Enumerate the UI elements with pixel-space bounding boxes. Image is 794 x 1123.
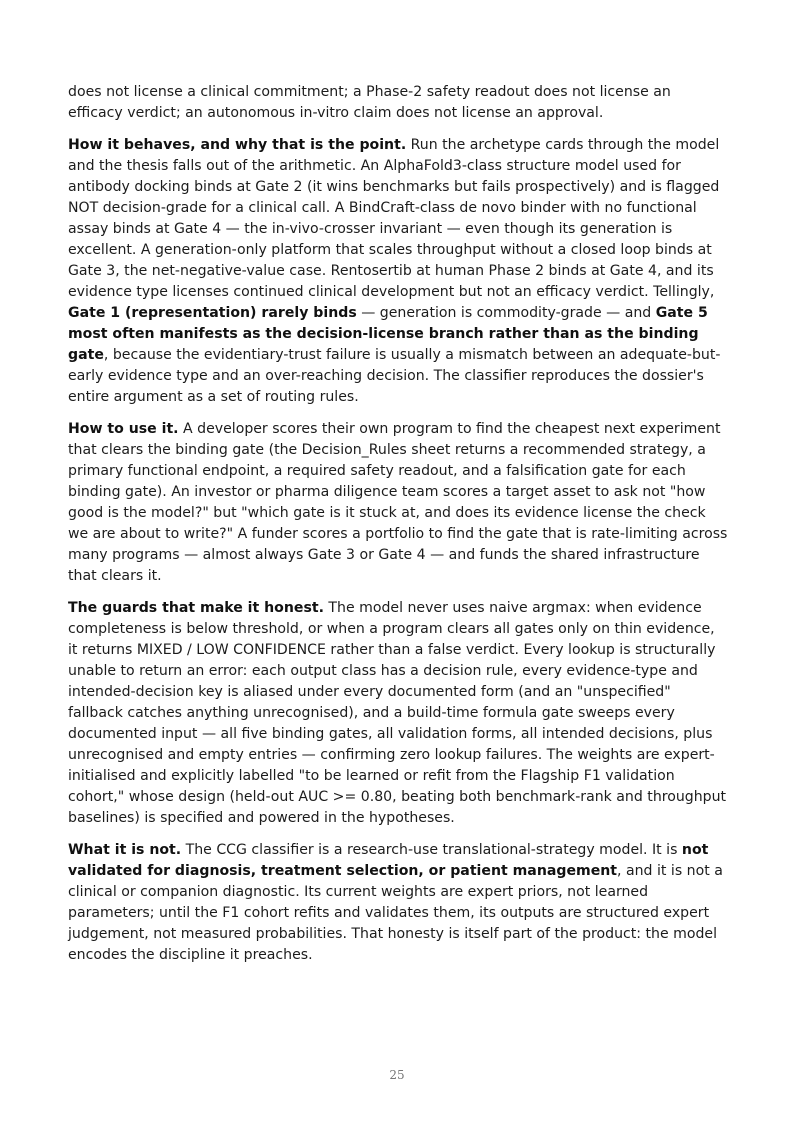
paragraph-heading: The guards that make it honest.: [68, 600, 324, 616]
paragraph-text: A developer scores their own program to find the cheapest next experiment that clears the binding gate (the Decision_Rules sheet returns a recommended strategy, a primary functional endpoint, a required safety readout, and a falsification gate for each binding gate). An investor or pharma diligence team scores a target asset to ask not "how good is the model?" but "which gate is it stuck at, and does its evidence license the check we are about to write?" A funder scores a portfolio to find the gate that is rate-limiting across many programs — almost always Gate 3 or Gate 4 — and funds the shared infrastructure that clears it.: [68, 421, 728, 584]
paragraph-how-to-use: [68, 419, 728, 587]
paragraph-what-it-is-not: [68, 840, 728, 966]
paragraph-text: — generation is commodity-grade — and: [356, 305, 656, 321]
paragraph-heading: How it behaves, and why that is the point.: [68, 137, 407, 153]
paragraph-text: , and it is not a clinical or companion diagnostic. Its current weights are expert priors, not learned parameters; until the F1 cohort refits and validates them, its outputs are structured expert judgement, not measured probabilities. That honesty is itself part of the product: the model encodes the discipline it preaches.: [68, 863, 723, 963]
paragraph-text: The CCG classifier is a research-use translational-strategy model. It is: [181, 842, 682, 858]
page-body: [68, 82, 728, 977]
paragraph-continuation: [68, 82, 728, 124]
emphasis-text: Gate 1 (representation) rarely binds: [68, 305, 357, 321]
paragraph-text: Run the archetype cards through the model and the thesis falls out of the arithmetic. An AlphaFold3-class structure model used for antibody docking binds at Gate 2 (it wins benchmarks but fails prospectively) and is flagged NOT decision-grade for a clinical call. A BindCraft-class de novo binder with no functional assay binds at Gate 4 — the in-vivo-crosser invariant — even though its generation is excellent. A generation-only platform that scales throughput without a closed loop binds at Gate 3, the net-negative-value case. Rentosertib at human Phase 2 binds at Gate 4, and its evidence type licenses continued clinical development but not an efficacy verdict. Tellingly,: [68, 137, 720, 300]
paragraph-heading: How to use it.: [68, 421, 179, 437]
paragraph-text: does not license a clinical commitment; a Phase-2 safety readout does not license an efficacy verdict; an autonomous in-vitro claim does not license an approval.: [68, 84, 671, 121]
paragraph-text: , because the evidentiary-trust failure is usually a mismatch between an adequate-but-early evidence type and an over-reaching decision. The classifier reproduces the dossier's entire argument as a set of routing rules.: [68, 347, 721, 405]
paragraph-guards: [68, 598, 728, 829]
paragraph-text: The model never uses naive argmax: when evidence completeness is below threshold, or when a program clears all gates only on thin evidence, it returns MIXED / LOW CONFIDENCE rather than a false verdict. Every lookup is structurally unable to return an error: each output class has a decision rule, every evidence-type and intended-decision key is aliased under every documented form (and an "unspecified" fallback catches anything unrecognised), and a build-time formula gate sweeps every documented input — all five binding gates, all validation forms, all intended decisions, plus unrecognised and empty entries — confirming zero lookup failures. The weights are expert-initialised and explicitly labelled "to be learned or refit from the Flagship F1 validation cohort," whose design (held-out AUC >= 0.80, beating both benchmark-rank and throughput baselines) is specified and powered in the hypotheses.: [68, 600, 727, 826]
paragraph-how-it-behaves: [68, 135, 728, 408]
emphasis-text: Gate 5 most often manifests as the decision-license branch rather than as the binding gate: [68, 305, 708, 363]
paragraph-heading: What it is not.: [68, 842, 182, 858]
page-number: 25: [389, 1068, 405, 1082]
emphasis-text: not validated for diagnosis, treatment selection, or patient management: [68, 842, 709, 879]
